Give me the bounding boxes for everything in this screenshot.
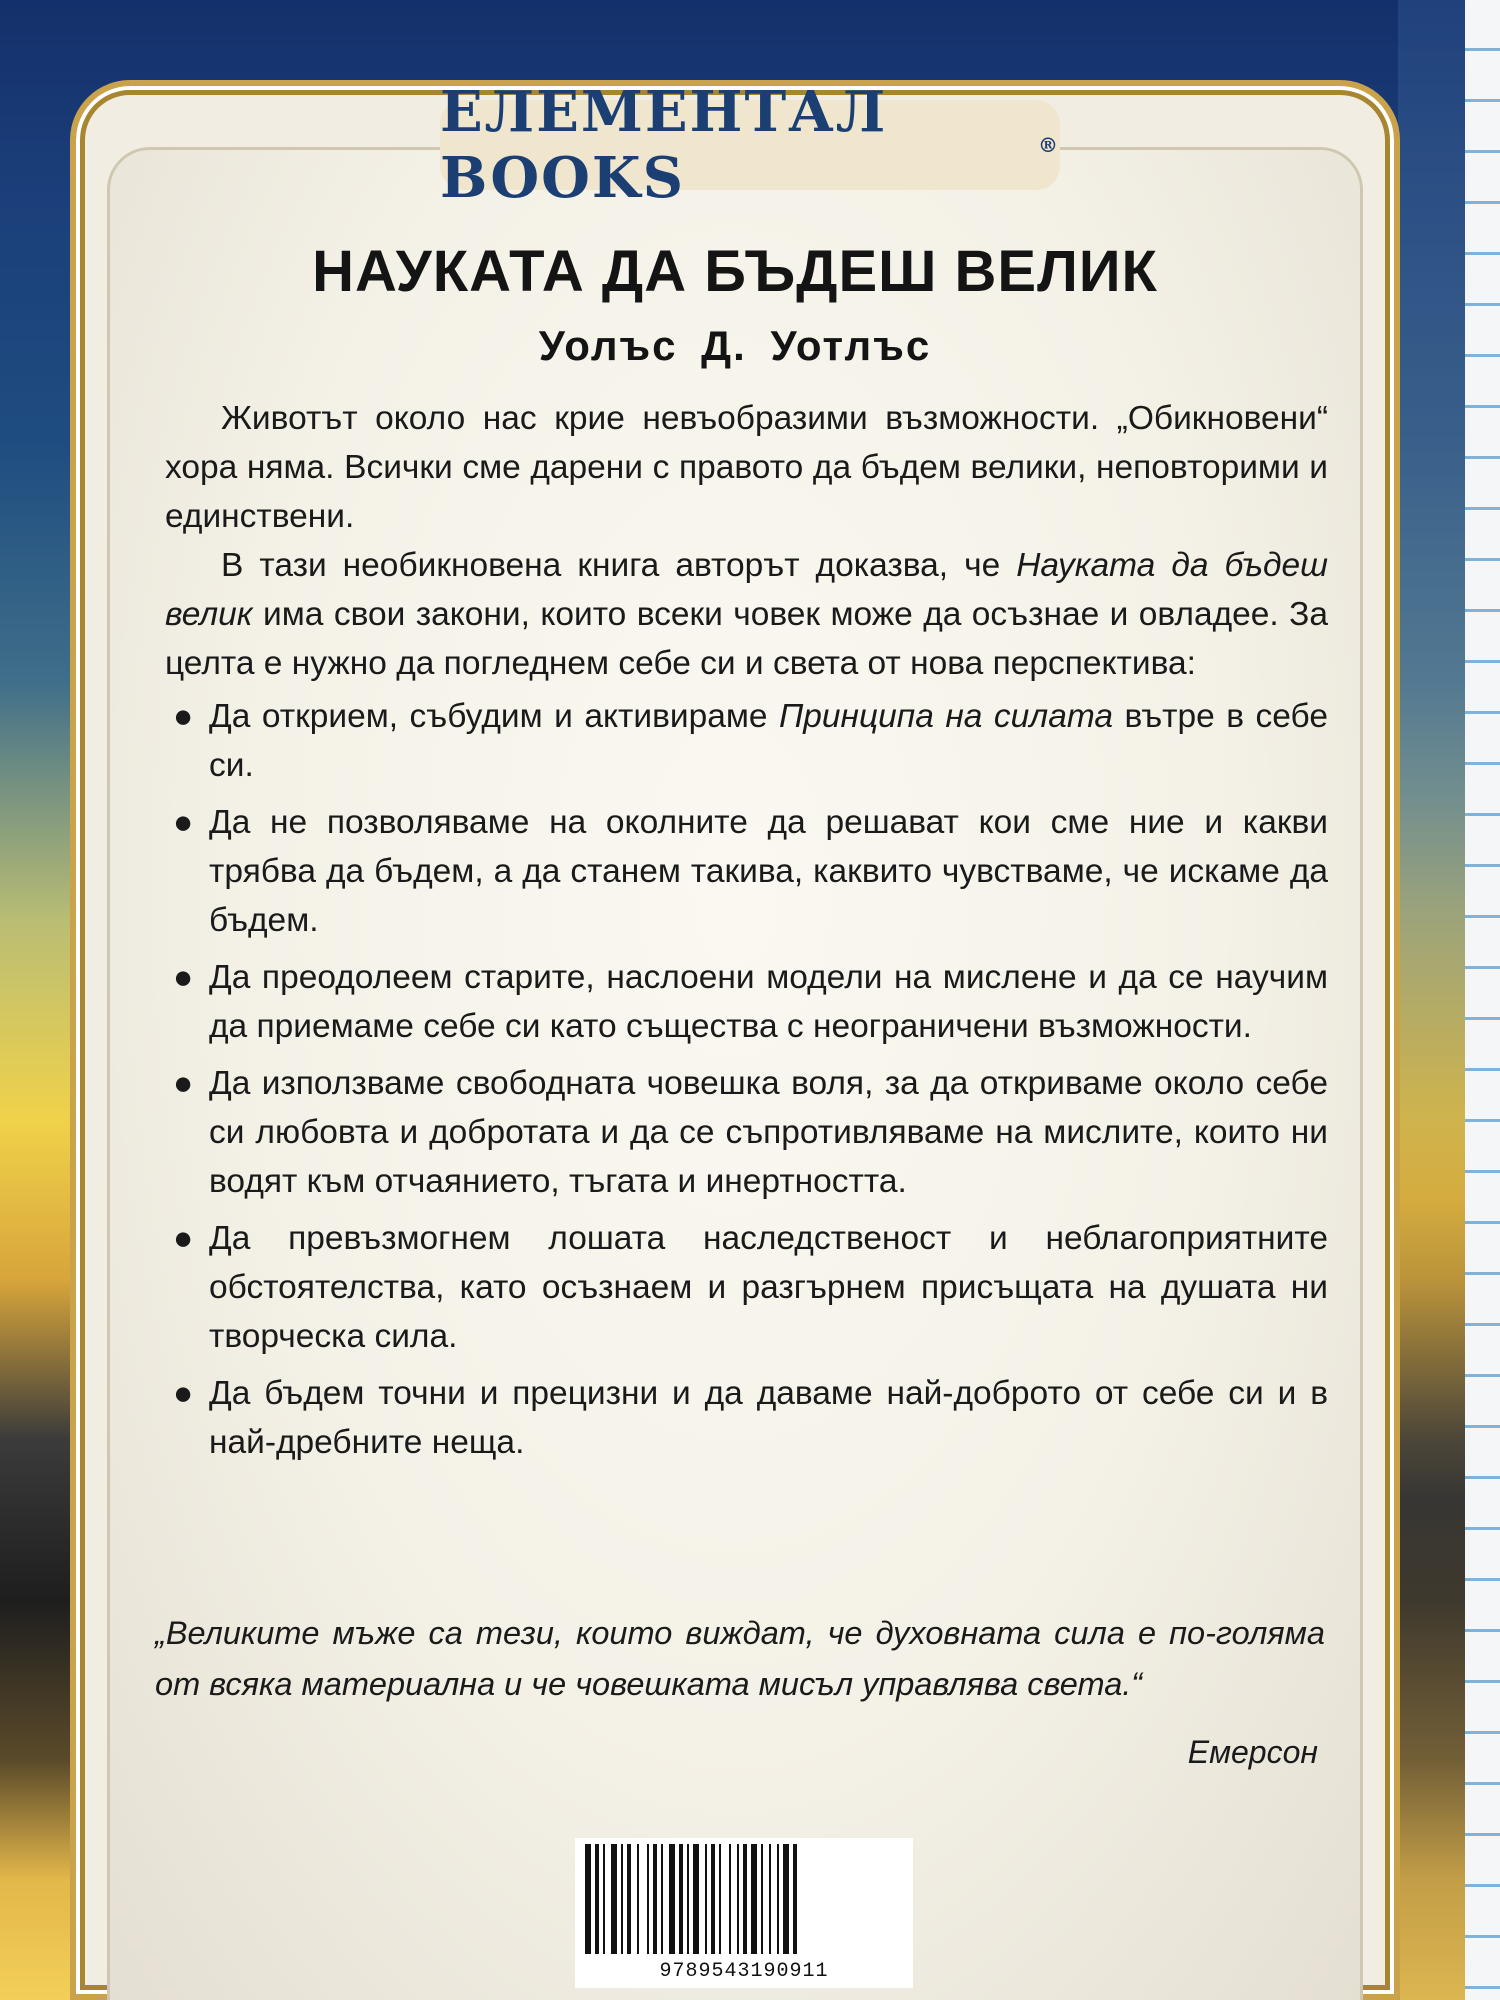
list-item-text: Да преодолеем старите, наслоени модели на мислене и да се научим да приемаме себе си като същества с неограничени възможности.	[209, 959, 1328, 1045]
list-item	[165, 1369, 1328, 1467]
barcode-bar	[737, 1844, 739, 1954]
barcode-bar	[793, 1844, 797, 1954]
bullet-icon: ●	[173, 1375, 194, 1412]
list-item-suffix: вътре в себе си.	[209, 698, 1328, 784]
barcode-bar	[711, 1844, 715, 1954]
cover-edge-shade	[1398, 0, 1465, 2000]
isbn-barcode	[575, 1838, 913, 1988]
barcode-bar	[611, 1844, 617, 1954]
list-item-text: Да превъзмогнем лошата наследственост и неблагоприятните обстоятелства, като осъзнаем и разгърнем присъщата на душата ни творческа сила.	[209, 1220, 1328, 1355]
isbn-number: 9789543190911	[659, 1960, 829, 1983]
epigraph-quote: „Великите мъже са тези, които виждат, че духовната сила е по-голяма от всяка материална и че човешката мисъл управлява света.“	[155, 1615, 1325, 1702]
list-item	[165, 692, 1328, 790]
barcode-bar	[687, 1844, 689, 1954]
barcode-bar	[647, 1844, 649, 1954]
bullet-list	[165, 692, 1328, 1467]
barcode-bar	[777, 1844, 779, 1954]
description-paragraph-2	[165, 541, 1328, 688]
barcode-bar	[621, 1844, 623, 1954]
barcode-bar	[637, 1844, 639, 1954]
list-item	[165, 798, 1328, 945]
barcode-bar	[595, 1844, 599, 1954]
barcode-bar	[761, 1844, 763, 1954]
registered-mark-icon: ®	[1038, 133, 1060, 157]
book-description	[165, 394, 1328, 1475]
book-title: НАУКАТА ДА БЪДЕШ ВЕЛИК	[312, 239, 1158, 304]
list-item	[165, 1059, 1328, 1206]
barcode-bar	[743, 1844, 747, 1954]
barcode-bar	[783, 1844, 789, 1954]
list-item-text: Да използваме свободната човешка воля, за да откриваме около себе си любовта и добротата и да се съпротивляваме на мислите, които ни водят към отчаянието, тъгата и инертността.	[209, 1065, 1328, 1200]
barcode-bar	[669, 1844, 675, 1954]
barcode-bar	[705, 1844, 707, 1954]
list-item	[165, 1214, 1328, 1361]
barcode-bar	[729, 1844, 731, 1954]
bullet-icon: ●	[173, 698, 194, 735]
barcode-bar	[679, 1844, 683, 1954]
book-author: Уолъс Д. Уотлъс	[538, 322, 932, 369]
paragraph-2-suffix: има свои закони, които всеки човек може да осъзнае и овладее. За целта е нужно да погледнем себе си и света от нова перспектива:	[165, 596, 1328, 682]
quote-author: Емерсон	[1187, 1734, 1318, 1770]
barcode-bar	[627, 1844, 631, 1954]
description-paragraph-1: Животът около нас крие невъобразими възможности. „Обикновени“ хора няма. Всички сме дарени с правото да бъдем велики, неповторими и единствени.	[165, 400, 1328, 535]
barcode-bar	[585, 1844, 591, 1954]
barcode-icon	[583, 1844, 905, 1958]
list-item-text: Да не позволяваме на околните да решават кои сме ние и какви трябва да бъдем, а да станем такива, каквито чувстваме, че искаме да бъдем.	[209, 804, 1328, 939]
barcode-bar	[603, 1844, 605, 1954]
barcode-bar	[653, 1844, 657, 1954]
publisher-logo	[440, 79, 1060, 211]
bullet-icon: ●	[173, 1065, 194, 1102]
paragraph-2-italic-title: Науката да бъдеш велик	[165, 547, 1328, 633]
list-item-italic: Принципа на силата	[779, 698, 1113, 735]
barcode-bar	[693, 1844, 699, 1954]
barcode-bar	[719, 1844, 721, 1954]
list-item-text: Да бъдем точни и прецизни и да даваме най-доброто от себе си и в най-дребните неща.	[209, 1375, 1328, 1461]
barcode-bar	[769, 1844, 771, 1954]
bullet-icon: ●	[173, 959, 194, 996]
barcode-bar	[751, 1844, 757, 1954]
list-item-text: Да открием, събудим и активираме	[209, 698, 780, 735]
paragraph-2-prefix: В тази необикновена книга авторът доказва, че	[221, 547, 1017, 584]
list-item	[165, 953, 1328, 1051]
bullet-icon: ●	[173, 1220, 194, 1257]
bullet-icon: ●	[173, 804, 194, 841]
publisher-logo-text: ЕЛЕМЕНТАЛ BOOKS	[440, 79, 888, 211]
barcode-bar	[661, 1844, 663, 1954]
